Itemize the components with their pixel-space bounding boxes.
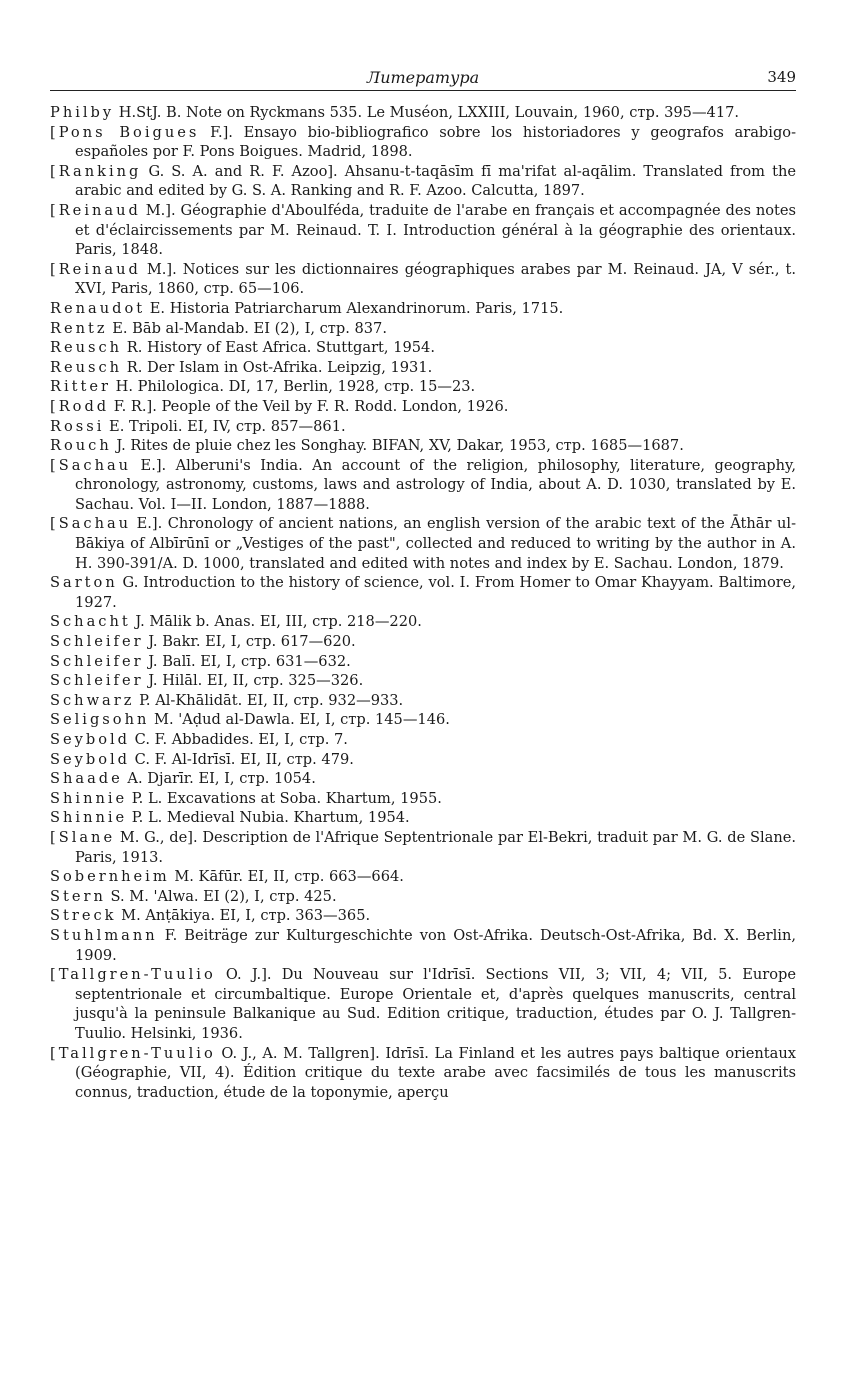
bibliography-entry <box>50 769 796 789</box>
entry-text: P. L. Medieval Nubia. Khartum, 1954. <box>127 809 410 827</box>
bibliography-entry <box>50 358 796 378</box>
entry-author: [Rodd <box>50 397 110 415</box>
entry-author: Streck <box>50 907 117 925</box>
entry-author: Schwarz <box>50 691 135 709</box>
bibliography-entry <box>50 632 796 652</box>
bibliography-entry <box>50 887 796 907</box>
entry-author: Ritter <box>50 378 111 396</box>
entry-text: H. Philologica. DI, 17, Berlin, 1928, стр. 15—23. <box>111 378 476 396</box>
entry-text: J. Mālik b. Anas. EI, III, стр. 218—220. <box>130 613 422 631</box>
entry-author: Sarton <box>50 574 118 592</box>
bibliography-entry <box>50 965 796 1043</box>
entry-author: Shinnie <box>50 809 128 827</box>
bibliography-entry <box>50 103 796 123</box>
bibliography-entry <box>50 377 796 397</box>
entry-text: C. F. Al-Idrīsī. EI, II, стр. 479. <box>130 750 354 768</box>
entry-text: E. Tripoli. EI, IV, стр. 857—861. <box>104 417 346 435</box>
entry-author: Philby <box>50 104 115 121</box>
entry-author: Stern <box>50 887 106 905</box>
entry-text: J. Rites de pluie chez les Songhay. BIFAN, XV, Dakar, 1953, стр. 1685—1687. <box>111 437 684 455</box>
entry-author: Shinnie <box>50 789 128 807</box>
entry-text: S. M. 'Alwa. EI (2), I, стр. 425. <box>105 887 337 905</box>
entry-author: [Tallgren-Tuulio <box>50 1044 216 1062</box>
entry-text: M. Anṭākiya. EI, I, стр. 363—365. <box>116 907 371 925</box>
entry-author: Stuhlmann <box>50 926 158 944</box>
entry-author: Rentz <box>50 319 108 337</box>
bibliography-entry <box>50 397 796 417</box>
bibliography-entry <box>50 436 796 456</box>
bibliography-entry <box>50 691 796 711</box>
page-number: 349 <box>767 68 796 86</box>
entry-author: Seligsohn <box>50 711 150 729</box>
bibliography-entry <box>50 573 796 612</box>
entry-author: Shaade <box>50 770 123 788</box>
entry-text: P. L. Excavations at Soba. Khartum, 1955. <box>127 789 442 807</box>
bibliography-entry <box>50 828 796 867</box>
entry-author: [Reinaud <box>50 260 141 278</box>
entry-text: O. J., A. M. Tallgren]. Idrīsī. La Finland et les autres pays baltique orientaux (Géographie, VII, 4). Édition critique du texte arabe avec facsimilés de tous les manuscrits connus, traduction, étude de la toponymie, aperçu <box>75 1044 796 1101</box>
bibliography-entry <box>50 201 796 260</box>
entry-text: C. F. Abbadides. EI, I, стр. 7. <box>130 731 348 748</box>
entry-text: F. Beiträge zur Kulturgeschichte von Ost-Afrika. Deutsch-Ost-Afrika, Bd. X. Berlin, 1909. <box>75 926 796 964</box>
bibliography-entry <box>50 612 796 632</box>
entry-author: Rossi <box>50 417 105 435</box>
bibliography-entry <box>50 123 796 162</box>
entry-author: Schleifer <box>50 672 144 690</box>
entry-author: Seybold <box>50 750 131 768</box>
bibliography-page <box>50 62 796 1102</box>
entry-text: M.]. Notices sur les dictionnaires géographiques arabes par M. Reinaud. JA, V sér., t. XVI, Paris, 1860, стр. 65—106. <box>75 260 796 298</box>
entry-author: Schacht <box>50 613 131 631</box>
entry-author: Rouch <box>50 437 112 455</box>
bibliography-entry <box>50 338 796 358</box>
entry-text: E.]. Chronology of ancient nations, an english version of the arabic text of the Āthār ul-Bākiya of Albīrūnī or „Vestiges of the past", collected and reduced to writing by the author in A. H. 390-391/A. D. 1000, translated and edited with notes and index by E. Sachau. London, 1879. <box>75 515 796 572</box>
bibliography-entry <box>50 906 796 926</box>
entry-text: G. S. A. and R. F. Azoo]. Ahsanu-t-taqāsīm fī ma'rifat al-aqālim. Translated from the arabic and edited by G. S. A. Ranking and R. F. Azoo. Calcutta, 1897. <box>75 162 796 200</box>
entry-text: J. Hilāl. EI, II, стр. 325—326. <box>143 672 364 690</box>
entry-text: E. Historia Patriarcharum Alexandrinorum. Paris, 1715. <box>145 299 564 317</box>
running-title: Литература <box>366 68 480 87</box>
entry-text: O. J.]. Du Nouveau sur l'Idrīsī. Sections VII, 3; VII, 4; VII, 5. Europe septentrionale et circumbaltique. Europe Orientale et, d'après quelques manuscrits, central jusqu'à la peninsule Balkanique au Sud. Edition critique, traduction, études par O. J. Tallgren-Tuulio. Helsinki, 1936. <box>75 966 796 1042</box>
entry-text: F.]. Ensayo bio-bibliografico sobre los historiadores y geografos arabigo-españoles por F. Pons Boigues. Madrid, 1898. <box>75 123 796 161</box>
header-rule <box>50 90 796 91</box>
bibliography-entry <box>50 1044 796 1103</box>
entry-author: Reusch <box>50 339 123 357</box>
entry-text: E.]. Alberuni's India. An account of the religion, philosophy, literature, geography, chronology, astronomy, customs, laws and astrology of India, about A. D. 1030, translated by E. Sachau. Vol. I—II. London, 1887—1888. <box>75 456 796 513</box>
bibliography-entry <box>50 867 796 887</box>
entry-author: [Sachau <box>50 456 132 474</box>
entry-text: J. Balī. EI, I, стр. 631—632. <box>143 652 351 670</box>
entry-author: Seybold <box>50 731 131 748</box>
bibliography-entry <box>50 162 796 201</box>
entry-author: Schleifer <box>50 652 144 670</box>
entry-author: [Reinaud <box>50 201 141 219</box>
bibliography-entry <box>50 808 796 828</box>
entry-author: [Tallgren-Tuulio <box>50 966 216 984</box>
entry-author: [Slane <box>50 828 116 846</box>
page-header <box>50 62 796 90</box>
bibliography-entry <box>50 456 796 515</box>
bibliography-entry <box>50 417 796 437</box>
bibliography-list <box>50 103 796 1102</box>
entry-text: F. R.]. People of the Veil by F. R. Rodd. London, 1926. <box>109 397 509 415</box>
bibliography-entry <box>50 514 796 573</box>
entry-author: Reusch <box>50 358 123 376</box>
bibliography-entry <box>50 710 796 730</box>
bibliography-entry <box>50 319 796 339</box>
entry-author: [Pons Boigues <box>50 123 200 141</box>
entry-author: Schleifer <box>50 633 144 651</box>
bibliography-entry <box>50 260 796 299</box>
entry-text: R. History of East Africa. Stuttgart, 1954. <box>122 339 435 357</box>
entry-author: [Sachau <box>50 515 132 533</box>
bibliography-entry <box>50 652 796 672</box>
entry-author: Renaudot <box>50 299 146 317</box>
entry-text: G. Introduction to the history of science, vol. I. From Homer to Omar Khayyam. Baltimore, 1927. <box>75 574 796 611</box>
entry-text: M. Kāfūr. EI, II, стр. 663—664. <box>169 868 404 886</box>
bibliography-entry <box>50 671 796 691</box>
entry-text: R. Der Islam in Ost-Afrika. Leipzig, 1931. <box>122 358 433 376</box>
entry-text: M. G., de]. Description de l'Afrique Septentrionale par El-Bekri, traduit par M. G. de Slane. Paris, 1913. <box>75 828 796 866</box>
entry-text: M. 'Aḍud al-Dawla. EI, I, стр. 145—146. <box>149 711 450 729</box>
entry-text: P. Al-Khālidāt. EI, II, стр. 932—933. <box>134 691 404 709</box>
entry-text: H.StJ. B. Note on Ryckmans 535. Le Muséon, LXXIII, Louvain, 1960, стр. 395—417. <box>114 104 740 121</box>
bibliography-entry <box>50 730 796 750</box>
bibliography-entry <box>50 750 796 770</box>
bibliography-entry <box>50 789 796 809</box>
entry-text: A. Djarīr. EI, I, стр. 1054. <box>122 770 316 788</box>
bibliography-entry <box>50 926 796 965</box>
entry-text: J. Bakr. EI, I, стр. 617—620. <box>143 633 356 651</box>
entry-author: [Ranking <box>50 162 142 180</box>
entry-author: Sobernheim <box>50 868 170 886</box>
entry-text: M.]. Géographie d'Aboulféda, traduite de l'arabe en français et accompagnée des notes et d'éclaircissements par M. Reinaud. T. I. Introduction général à la géographie des orientaux. Paris, 1848. <box>75 201 796 259</box>
entry-text: E. Bāb al-Mandab. EI (2), I, стр. 837. <box>107 319 387 337</box>
bibliography-entry <box>50 299 796 319</box>
